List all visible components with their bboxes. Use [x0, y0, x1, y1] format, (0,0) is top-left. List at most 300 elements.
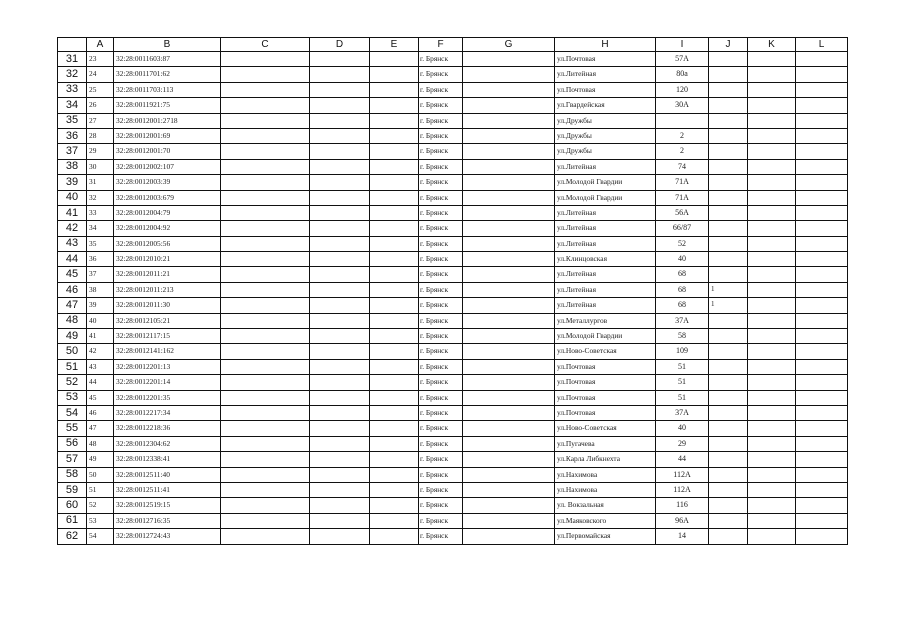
row-number[interactable]: 52	[58, 375, 87, 390]
cell-a[interactable]: 52	[87, 498, 114, 513]
cell-e[interactable]	[370, 344, 419, 359]
cell-l[interactable]	[796, 421, 848, 436]
cell-d[interactable]	[310, 375, 370, 390]
cell-i[interactable]: 51	[656, 359, 709, 374]
cell-c[interactable]	[221, 529, 310, 544]
cell-a[interactable]: 42	[87, 344, 114, 359]
cell-a[interactable]: 44	[87, 375, 114, 390]
cell-c[interactable]	[221, 390, 310, 405]
row-number[interactable]: 33	[58, 82, 87, 97]
cell-f[interactable]: г. Брянск	[419, 513, 463, 528]
cell-b[interactable]: 32:28:0012511:41	[114, 482, 221, 497]
corner-header[interactable]	[58, 38, 87, 52]
cell-l[interactable]	[796, 52, 848, 67]
cell-c[interactable]	[221, 175, 310, 190]
cell-j[interactable]	[709, 82, 748, 97]
cell-f[interactable]: г. Брянск	[419, 175, 463, 190]
cell-j[interactable]	[709, 452, 748, 467]
cell-a[interactable]: 28	[87, 128, 114, 143]
cell-f[interactable]: г. Брянск	[419, 467, 463, 482]
cell-d[interactable]	[310, 359, 370, 374]
cell-g[interactable]	[463, 190, 555, 205]
cell-a[interactable]: 32	[87, 190, 114, 205]
cell-k[interactable]	[748, 375, 796, 390]
cell-c[interactable]	[221, 52, 310, 67]
cell-f[interactable]: г. Брянск	[419, 205, 463, 220]
cell-f[interactable]: г. Брянск	[419, 452, 463, 467]
cell-f[interactable]: г. Брянск	[419, 405, 463, 420]
cell-g[interactable]	[463, 482, 555, 497]
cell-f[interactable]: г. Брянск	[419, 359, 463, 374]
cell-e[interactable]	[370, 98, 419, 113]
cell-a[interactable]: 53	[87, 513, 114, 528]
cell-e[interactable]	[370, 359, 419, 374]
cell-j[interactable]	[709, 252, 748, 267]
cell-e[interactable]	[370, 390, 419, 405]
cell-k[interactable]	[748, 329, 796, 344]
cell-d[interactable]	[310, 52, 370, 67]
row-number[interactable]: 44	[58, 252, 87, 267]
cell-a[interactable]: 41	[87, 329, 114, 344]
cell-k[interactable]	[748, 190, 796, 205]
cell-k[interactable]	[748, 267, 796, 282]
cell-e[interactable]	[370, 221, 419, 236]
cell-b[interactable]: 32:28:0012201:13	[114, 359, 221, 374]
row-number[interactable]: 34	[58, 98, 87, 113]
cell-b[interactable]: 32:28:0012519:15	[114, 498, 221, 513]
cell-k[interactable]	[748, 98, 796, 113]
cell-e[interactable]	[370, 482, 419, 497]
cell-b[interactable]: 32:28:0012201:14	[114, 375, 221, 390]
cell-j[interactable]	[709, 128, 748, 143]
cell-k[interactable]	[748, 67, 796, 82]
cell-i[interactable]: 80а	[656, 67, 709, 82]
cell-j[interactable]	[709, 390, 748, 405]
cell-j[interactable]	[709, 498, 748, 513]
cell-l[interactable]	[796, 513, 848, 528]
cell-a[interactable]: 30	[87, 159, 114, 174]
cell-b[interactable]: 32:28:0012011:21	[114, 267, 221, 282]
cell-f[interactable]: г. Брянск	[419, 67, 463, 82]
cell-e[interactable]	[370, 436, 419, 451]
cell-c[interactable]	[221, 82, 310, 97]
cell-l[interactable]	[796, 67, 848, 82]
cell-f[interactable]: г. Брянск	[419, 498, 463, 513]
cell-l[interactable]	[796, 282, 848, 297]
cell-k[interactable]	[748, 390, 796, 405]
cell-f[interactable]: г. Брянск	[419, 267, 463, 282]
column-header-j[interactable]: J	[709, 38, 748, 52]
cell-i[interactable]	[656, 113, 709, 128]
cell-i[interactable]: 66/87	[656, 221, 709, 236]
cell-k[interactable]	[748, 252, 796, 267]
cell-g[interactable]	[463, 221, 555, 236]
column-header-k[interactable]: K	[748, 38, 796, 52]
cell-l[interactable]	[796, 498, 848, 513]
cell-h[interactable]: ул.Маяковского	[555, 513, 656, 528]
cell-e[interactable]	[370, 252, 419, 267]
cell-l[interactable]	[796, 175, 848, 190]
cell-f[interactable]: г. Брянск	[419, 529, 463, 544]
cell-c[interactable]	[221, 482, 310, 497]
row-number[interactable]: 43	[58, 236, 87, 251]
cell-i[interactable]: 40	[656, 421, 709, 436]
cell-l[interactable]	[796, 452, 848, 467]
cell-c[interactable]	[221, 190, 310, 205]
cell-a[interactable]: 36	[87, 252, 114, 267]
cell-b[interactable]: 32:28:0012724:43	[114, 529, 221, 544]
row-number[interactable]: 59	[58, 482, 87, 497]
cell-j[interactable]	[709, 375, 748, 390]
cell-a[interactable]: 33	[87, 205, 114, 220]
row-number[interactable]: 35	[58, 113, 87, 128]
cell-f[interactable]: г. Брянск	[419, 329, 463, 344]
cell-d[interactable]	[310, 113, 370, 128]
cell-e[interactable]	[370, 205, 419, 220]
cell-k[interactable]	[748, 205, 796, 220]
cell-g[interactable]	[463, 467, 555, 482]
cell-a[interactable]: 35	[87, 236, 114, 251]
cell-f[interactable]: г. Брянск	[419, 252, 463, 267]
cell-a[interactable]: 24	[87, 67, 114, 82]
cell-e[interactable]	[370, 467, 419, 482]
cell-l[interactable]	[796, 144, 848, 159]
cell-c[interactable]	[221, 498, 310, 513]
cell-j[interactable]	[709, 190, 748, 205]
cell-d[interactable]	[310, 236, 370, 251]
cell-d[interactable]	[310, 390, 370, 405]
cell-j[interactable]: 1	[709, 282, 748, 297]
cell-h[interactable]: ул.Ново-Советская	[555, 344, 656, 359]
cell-j[interactable]	[709, 113, 748, 128]
cell-k[interactable]	[748, 529, 796, 544]
cell-j[interactable]	[709, 344, 748, 359]
cell-e[interactable]	[370, 329, 419, 344]
cell-l[interactable]	[796, 267, 848, 282]
cell-i[interactable]: 14	[656, 529, 709, 544]
cell-j[interactable]	[709, 205, 748, 220]
cell-g[interactable]	[463, 267, 555, 282]
row-number[interactable]: 31	[58, 52, 87, 67]
cell-i[interactable]: 30А	[656, 98, 709, 113]
cell-h[interactable]: ул.Нахимова	[555, 467, 656, 482]
cell-f[interactable]: г. Брянск	[419, 52, 463, 67]
cell-j[interactable]	[709, 67, 748, 82]
cell-f[interactable]: г. Брянск	[419, 236, 463, 251]
cell-h[interactable]: ул.Литейная	[555, 221, 656, 236]
cell-k[interactable]	[748, 405, 796, 420]
cell-a[interactable]: 51	[87, 482, 114, 497]
cell-k[interactable]	[748, 436, 796, 451]
cell-g[interactable]	[463, 175, 555, 190]
cell-d[interactable]	[310, 144, 370, 159]
cell-c[interactable]	[221, 375, 310, 390]
cell-f[interactable]: г. Брянск	[419, 390, 463, 405]
cell-e[interactable]	[370, 236, 419, 251]
cell-h[interactable]: ул.Нахимова	[555, 482, 656, 497]
cell-i[interactable]: 51	[656, 375, 709, 390]
cell-l[interactable]	[796, 313, 848, 328]
cell-a[interactable]: 54	[87, 529, 114, 544]
cell-a[interactable]: 47	[87, 421, 114, 436]
cell-h[interactable]: ул.Дружбы	[555, 128, 656, 143]
cell-l[interactable]	[796, 113, 848, 128]
cell-l[interactable]	[796, 221, 848, 236]
cell-j[interactable]	[709, 236, 748, 251]
cell-l[interactable]	[796, 190, 848, 205]
column-header-d[interactable]: D	[310, 38, 370, 52]
cell-d[interactable]	[310, 405, 370, 420]
cell-h[interactable]: ул.Карла Либкнехта	[555, 452, 656, 467]
cell-c[interactable]	[221, 113, 310, 128]
cell-k[interactable]	[748, 313, 796, 328]
cell-h[interactable]: ул.Пугачева	[555, 436, 656, 451]
cell-e[interactable]	[370, 421, 419, 436]
cell-l[interactable]	[796, 159, 848, 174]
cell-d[interactable]	[310, 498, 370, 513]
cell-h[interactable]: ул.Дружбы	[555, 113, 656, 128]
cell-g[interactable]	[463, 344, 555, 359]
cell-b[interactable]: 32:28:0012218:36	[114, 421, 221, 436]
row-number[interactable]: 50	[58, 344, 87, 359]
cell-k[interactable]	[748, 498, 796, 513]
row-number[interactable]: 58	[58, 467, 87, 482]
cell-e[interactable]	[370, 529, 419, 544]
cell-i[interactable]: 116	[656, 498, 709, 513]
row-number[interactable]: 62	[58, 529, 87, 544]
cell-i[interactable]: 74	[656, 159, 709, 174]
cell-b[interactable]: 32:28:0011703:113	[114, 82, 221, 97]
cell-c[interactable]	[221, 128, 310, 143]
cell-h[interactable]: ул.Почтовая	[555, 405, 656, 420]
cell-h[interactable]: ул.Литейная	[555, 159, 656, 174]
cell-d[interactable]	[310, 221, 370, 236]
cell-e[interactable]	[370, 190, 419, 205]
cell-j[interactable]	[709, 313, 748, 328]
cell-k[interactable]	[748, 221, 796, 236]
cell-k[interactable]	[748, 421, 796, 436]
cell-f[interactable]: г. Брянск	[419, 313, 463, 328]
cell-i[interactable]: 40	[656, 252, 709, 267]
cell-a[interactable]: 25	[87, 82, 114, 97]
cell-j[interactable]	[709, 52, 748, 67]
cell-a[interactable]: 34	[87, 221, 114, 236]
cell-a[interactable]: 29	[87, 144, 114, 159]
cell-a[interactable]: 38	[87, 282, 114, 297]
cell-k[interactable]	[748, 52, 796, 67]
cell-j[interactable]	[709, 159, 748, 174]
row-number[interactable]: 53	[58, 390, 87, 405]
cell-b[interactable]: 32:28:0012001:70	[114, 144, 221, 159]
row-number[interactable]: 56	[58, 436, 87, 451]
row-number[interactable]: 61	[58, 513, 87, 528]
cell-a[interactable]: 48	[87, 436, 114, 451]
cell-h[interactable]: ул.Молодой Гвардии	[555, 175, 656, 190]
column-header-i[interactable]: I	[656, 38, 709, 52]
cell-j[interactable]	[709, 359, 748, 374]
cell-i[interactable]: 57А	[656, 52, 709, 67]
cell-k[interactable]	[748, 159, 796, 174]
cell-h[interactable]: ул.Почтовая	[555, 82, 656, 97]
cell-g[interactable]	[463, 452, 555, 467]
cell-a[interactable]: 26	[87, 98, 114, 113]
cell-b[interactable]: 32:28:0012004:92	[114, 221, 221, 236]
cell-i[interactable]: 71А	[656, 175, 709, 190]
cell-e[interactable]	[370, 513, 419, 528]
cell-b[interactable]: 32:28:0012201:35	[114, 390, 221, 405]
cell-f[interactable]: г. Брянск	[419, 190, 463, 205]
cell-d[interactable]	[310, 436, 370, 451]
cell-e[interactable]	[370, 159, 419, 174]
cell-j[interactable]	[709, 405, 748, 420]
cell-g[interactable]	[463, 390, 555, 405]
cell-d[interactable]	[310, 329, 370, 344]
cell-j[interactable]	[709, 144, 748, 159]
cell-c[interactable]	[221, 405, 310, 420]
cell-b[interactable]: 32:28:0012141:162	[114, 344, 221, 359]
cell-e[interactable]	[370, 298, 419, 313]
cell-a[interactable]: 23	[87, 52, 114, 67]
cell-c[interactable]	[221, 252, 310, 267]
cell-k[interactable]	[748, 467, 796, 482]
cell-a[interactable]: 40	[87, 313, 114, 328]
cell-h[interactable]: ул.Почтовая	[555, 359, 656, 374]
row-number[interactable]: 47	[58, 298, 87, 313]
cell-d[interactable]	[310, 529, 370, 544]
cell-d[interactable]	[310, 82, 370, 97]
column-header-g[interactable]: G	[463, 38, 555, 52]
cell-f[interactable]: г. Брянск	[419, 113, 463, 128]
cell-a[interactable]: 49	[87, 452, 114, 467]
cell-g[interactable]	[463, 529, 555, 544]
cell-g[interactable]	[463, 282, 555, 297]
cell-l[interactable]	[796, 82, 848, 97]
row-number[interactable]: 37	[58, 144, 87, 159]
cell-h[interactable]: ул.Ново-Советская	[555, 421, 656, 436]
cell-b[interactable]: 32:28:0012011:30	[114, 298, 221, 313]
cell-c[interactable]	[221, 98, 310, 113]
cell-c[interactable]	[221, 236, 310, 251]
cell-c[interactable]	[221, 436, 310, 451]
cell-k[interactable]	[748, 175, 796, 190]
cell-b[interactable]: 32:28:0012001:2718	[114, 113, 221, 128]
cell-h[interactable]: ул.Первомайская	[555, 529, 656, 544]
cell-l[interactable]	[796, 344, 848, 359]
cell-h[interactable]: ул.Почтовая	[555, 375, 656, 390]
cell-b[interactable]: 32:28:0012511:40	[114, 467, 221, 482]
cell-l[interactable]	[796, 467, 848, 482]
cell-i[interactable]: 96А	[656, 513, 709, 528]
cell-c[interactable]	[221, 205, 310, 220]
cell-f[interactable]: г. Брянск	[419, 144, 463, 159]
cell-j[interactable]	[709, 482, 748, 497]
cell-c[interactable]	[221, 513, 310, 528]
cell-a[interactable]: 45	[87, 390, 114, 405]
cell-i[interactable]: 68	[656, 298, 709, 313]
column-header-h[interactable]: H	[555, 38, 656, 52]
cell-c[interactable]	[221, 159, 310, 174]
cell-l[interactable]	[796, 252, 848, 267]
cell-b[interactable]: 32:28:0012716:35	[114, 513, 221, 528]
cell-g[interactable]	[463, 144, 555, 159]
cell-f[interactable]: г. Брянск	[419, 298, 463, 313]
cell-h[interactable]: ул.Молодой Гвардии	[555, 190, 656, 205]
cell-d[interactable]	[310, 252, 370, 267]
cell-d[interactable]	[310, 175, 370, 190]
cell-k[interactable]	[748, 359, 796, 374]
cell-g[interactable]	[463, 98, 555, 113]
cell-d[interactable]	[310, 282, 370, 297]
cell-i[interactable]: 2	[656, 128, 709, 143]
cell-j[interactable]	[709, 175, 748, 190]
cell-h[interactable]: ул.Литейная	[555, 67, 656, 82]
cell-c[interactable]	[221, 421, 310, 436]
cell-l[interactable]	[796, 405, 848, 420]
cell-d[interactable]	[310, 67, 370, 82]
cell-b[interactable]: 32:28:0011921:75	[114, 98, 221, 113]
cell-j[interactable]	[709, 436, 748, 451]
cell-b[interactable]: 32:28:0012003:39	[114, 175, 221, 190]
cell-j[interactable]	[709, 221, 748, 236]
cell-i[interactable]: 112А	[656, 467, 709, 482]
cell-d[interactable]	[310, 98, 370, 113]
row-number[interactable]: 41	[58, 205, 87, 220]
cell-k[interactable]	[748, 452, 796, 467]
cell-j[interactable]	[709, 267, 748, 282]
cell-g[interactable]	[463, 436, 555, 451]
row-number[interactable]: 36	[58, 128, 87, 143]
cell-c[interactable]	[221, 298, 310, 313]
cell-i[interactable]: 71А	[656, 190, 709, 205]
cell-g[interactable]	[463, 375, 555, 390]
cell-g[interactable]	[463, 159, 555, 174]
cell-a[interactable]: 39	[87, 298, 114, 313]
cell-e[interactable]	[370, 498, 419, 513]
cell-i[interactable]: 56А	[656, 205, 709, 220]
cell-i[interactable]: 109	[656, 344, 709, 359]
cell-e[interactable]	[370, 67, 419, 82]
cell-j[interactable]	[709, 529, 748, 544]
cell-b[interactable]: 32:28:0012011:213	[114, 282, 221, 297]
cell-b[interactable]: 32:28:0012105:21	[114, 313, 221, 328]
cell-g[interactable]	[463, 67, 555, 82]
cell-g[interactable]	[463, 236, 555, 251]
cell-e[interactable]	[370, 452, 419, 467]
cell-e[interactable]	[370, 375, 419, 390]
cell-i[interactable]: 52	[656, 236, 709, 251]
cell-a[interactable]: 31	[87, 175, 114, 190]
cell-g[interactable]	[463, 52, 555, 67]
row-number[interactable]: 57	[58, 452, 87, 467]
cell-l[interactable]	[796, 436, 848, 451]
column-header-b[interactable]: B	[114, 38, 221, 52]
cell-k[interactable]	[748, 513, 796, 528]
cell-i[interactable]: 37А	[656, 313, 709, 328]
cell-h[interactable]: ул.Клинцовская	[555, 252, 656, 267]
cell-h[interactable]: ул.Литейная	[555, 298, 656, 313]
cell-k[interactable]	[748, 344, 796, 359]
cell-c[interactable]	[221, 144, 310, 159]
column-header-f[interactable]: F	[419, 38, 463, 52]
cell-j[interactable]	[709, 467, 748, 482]
cell-f[interactable]: г. Брянск	[419, 82, 463, 97]
cell-g[interactable]	[463, 405, 555, 420]
cell-l[interactable]	[796, 482, 848, 497]
cell-c[interactable]	[221, 313, 310, 328]
cell-d[interactable]	[310, 267, 370, 282]
cell-l[interactable]	[796, 128, 848, 143]
cell-f[interactable]: г. Брянск	[419, 375, 463, 390]
